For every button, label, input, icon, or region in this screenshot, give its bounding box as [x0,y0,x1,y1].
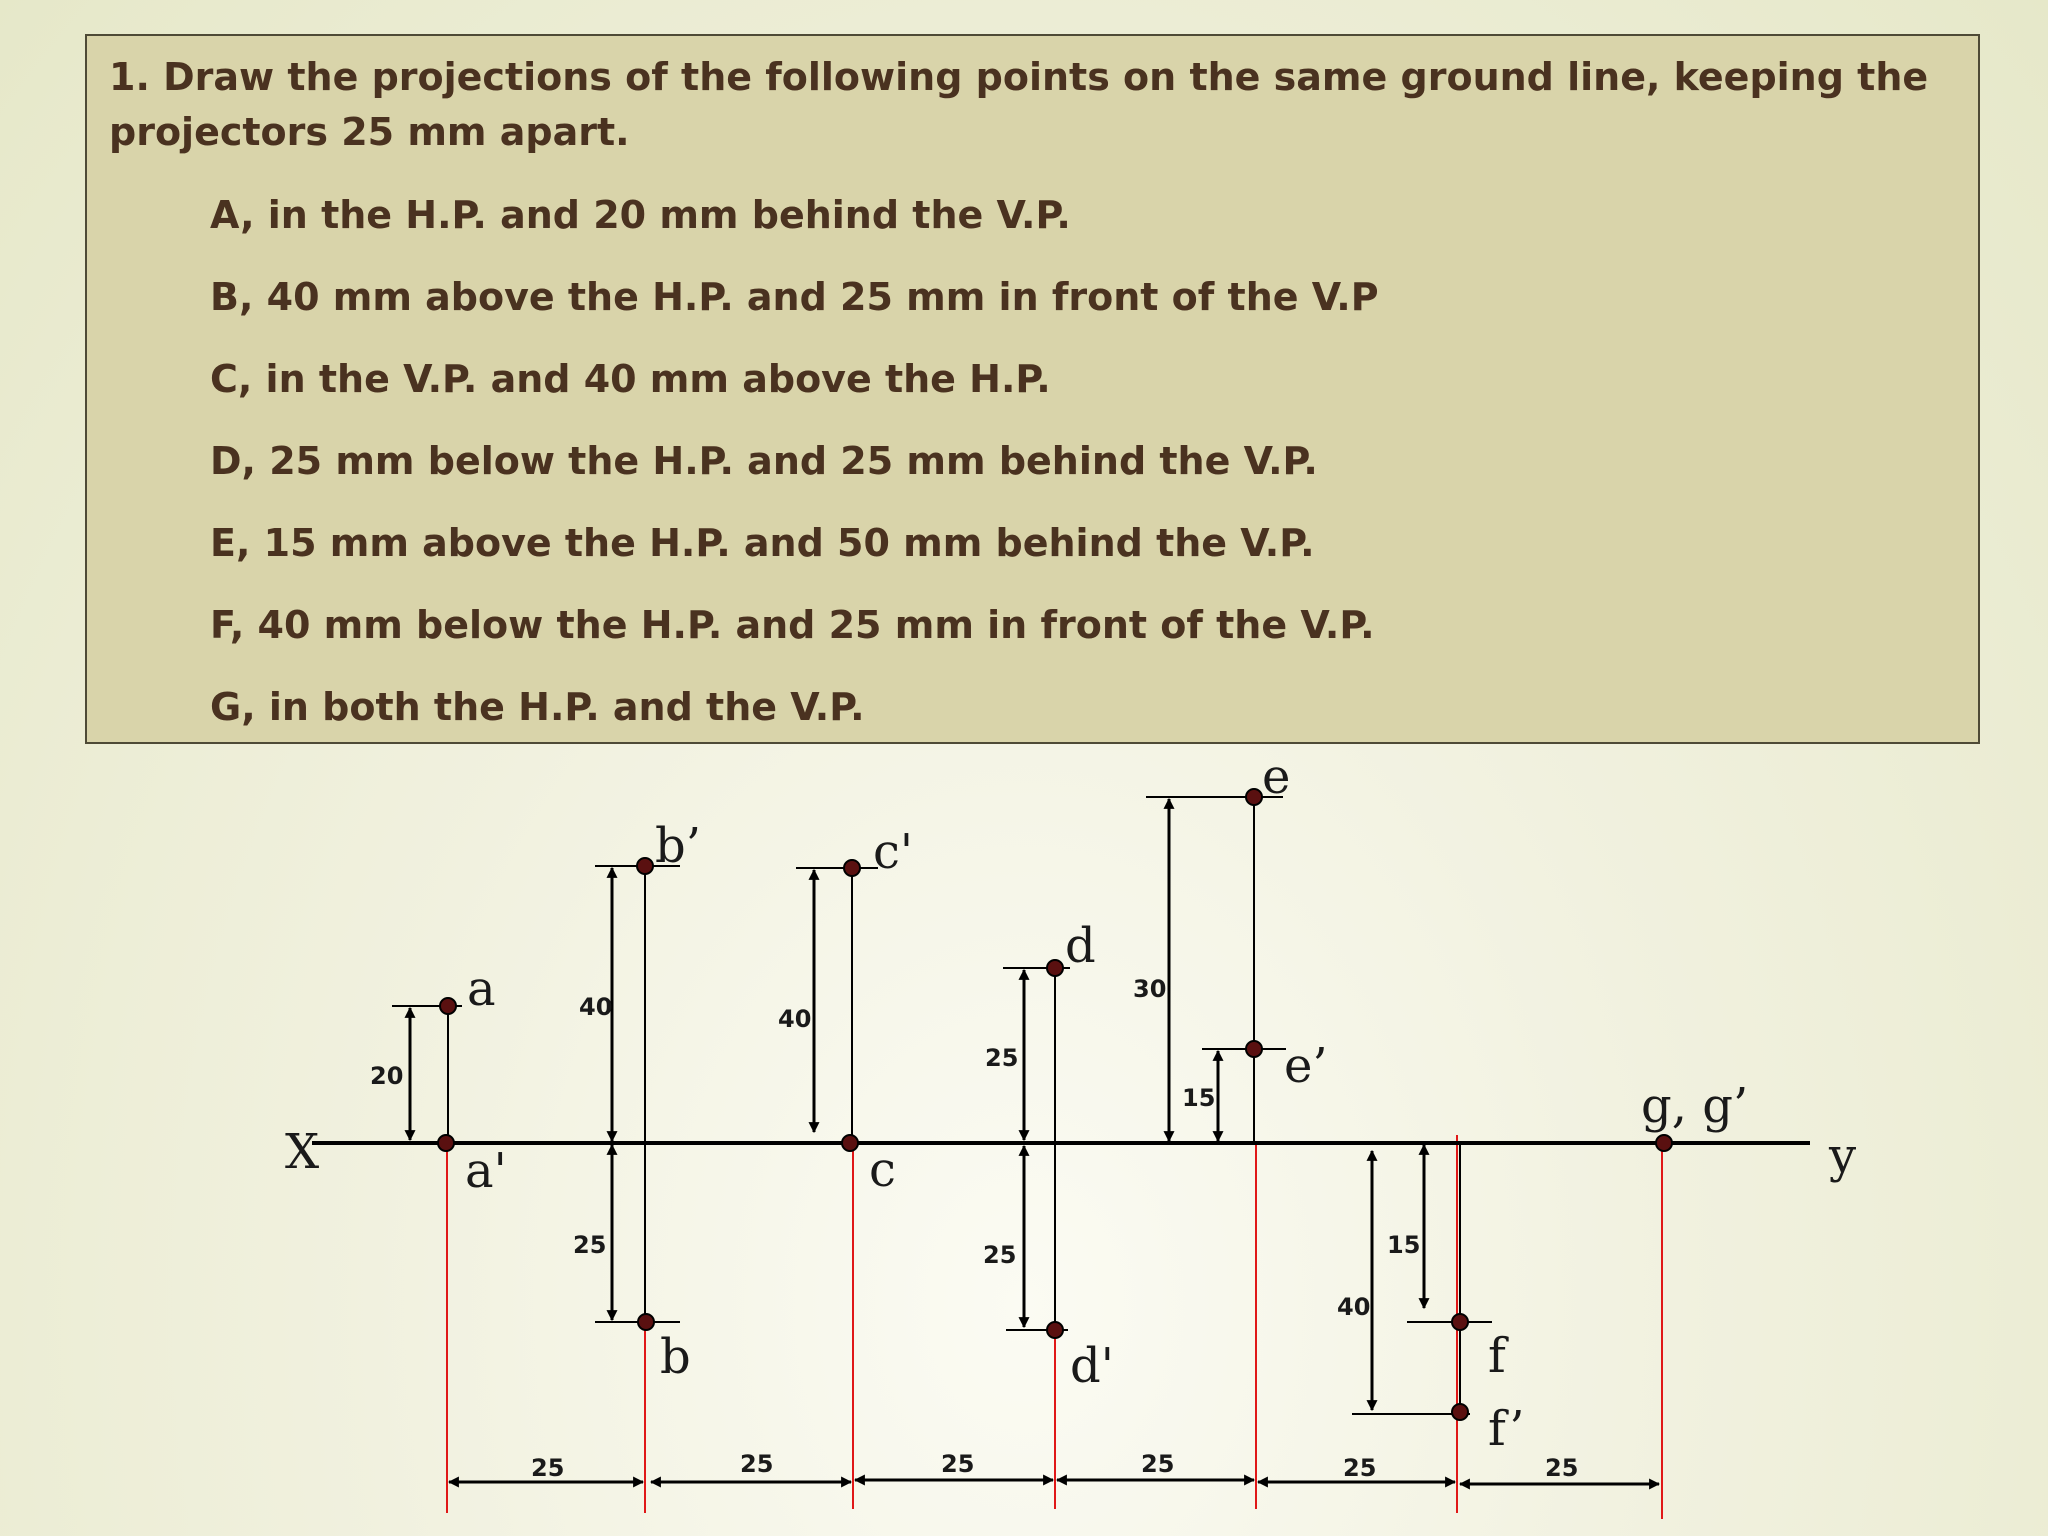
dim-text-b-above: 40 [579,993,613,1021]
projector-black-lines [448,797,1460,1412]
label-point-c-prime: c' [873,824,914,880]
point-a-prime [438,1135,454,1151]
spacing-label-4: 25 [1141,1450,1175,1478]
label-point-f-prime: f’ [1488,1401,1525,1457]
dim-text-d-below: 25 [983,1241,1017,1269]
dim-text-a-above: 20 [370,1062,404,1090]
point-b-prime [637,858,653,874]
point-b [638,1314,654,1330]
dim-text-e-inner: 15 [1182,1084,1216,1112]
label-point-b-prime: b’ [655,818,701,874]
dim-text-f-outer: 40 [1337,1293,1371,1321]
label-point-d-prime: d' [1070,1338,1114,1394]
point-g [1656,1135,1672,1151]
point-a [440,998,456,1014]
dim-text-f-inner: 15 [1387,1231,1421,1259]
problem-item-f: F, 40 mm below the H.P. and 25 mm in front of the V.P. [210,603,1375,647]
problem-title: 1. Draw the projections of the following points on the same ground line, keeping the projectors 25 mm apart. [109,55,1929,154]
dim-text-d-above: 25 [985,1044,1019,1072]
problem-item-d: D, 25 mm below the H.P. and 25 mm behind the V.P. [210,439,1318,483]
problem-item-b: B, 40 mm above the H.P. and 25 mm in front of the V.P [210,275,1379,319]
spacing-label-5: 25 [1343,1454,1377,1482]
dim-text-c-above: 40 [778,1005,812,1033]
spacing-label-3: 25 [941,1450,975,1478]
problem-item-a: A, in the H.P. and 20 mm behind the V.P. [210,193,1071,237]
point-f [1452,1314,1468,1330]
label-point-e-prime: e’ [1284,1038,1328,1094]
label-point-a-prime: a' [465,1143,507,1199]
point-e-prime [1246,1041,1262,1057]
problem-item-c: C, in the V.P. and 40 mm above the H.P. [210,357,1051,401]
level-ticks [392,797,1492,1414]
label-point-c: c [869,1142,896,1198]
spacing-label-1: 25 [531,1454,565,1482]
spacing-label-6: 25 [1545,1454,1579,1482]
label-y: y [1829,1128,1857,1184]
point-d [1047,960,1063,976]
point-f-prime [1452,1404,1468,1420]
dim-text-e-outer: 30 [1133,975,1167,1003]
label-point-b: b [660,1329,691,1385]
dim-text-b-below: 25 [573,1231,607,1259]
point-c-prime [844,860,860,876]
label-point-g: g, g’ [1641,1078,1749,1134]
label-point-a: a [467,961,496,1017]
problem-item-e: E, 15 mm above the H.P. and 50 mm behind the V.P. [210,521,1315,565]
label-point-e: e [1262,749,1291,805]
point-c [842,1135,858,1151]
dimension-arrows [410,799,1424,1410]
point-e [1246,789,1262,805]
problem-item-g: G, in both the H.P. and the V.P. [210,685,865,729]
label-point-d: d [1065,918,1096,974]
point-d-prime [1047,1322,1063,1338]
label-point-f: f [1488,1328,1506,1384]
spacing-label-2: 25 [740,1450,774,1478]
label-x: X [285,1124,320,1180]
